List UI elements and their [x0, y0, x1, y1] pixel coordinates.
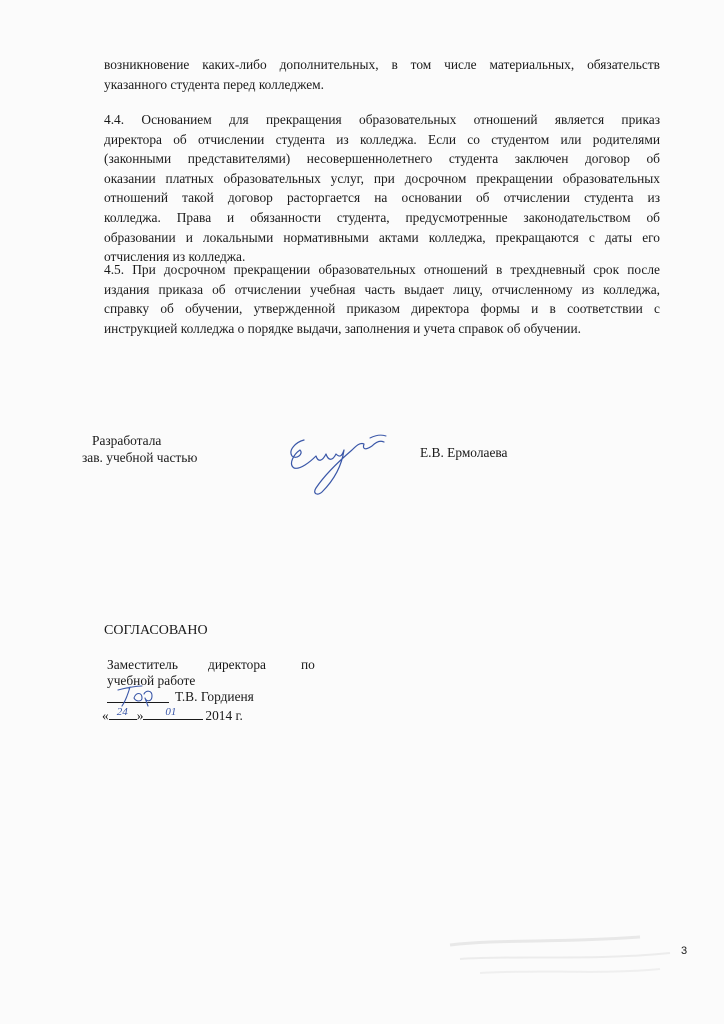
date-day-handwritten: 24 [116, 706, 128, 718]
text-line: отношений такой договор расторгается на основании об отчислении студента из [104, 190, 660, 206]
text-line: возникновение каких-либо дополнительных, в том числе материальных, обязательств [104, 57, 660, 72]
date-year: 2014 г. [205, 708, 243, 723]
text-line: образовании и локальными нормативными актами колледжа, прекращаются с даты его [104, 229, 660, 245]
developed-by-position: зав. учебной частью [82, 450, 198, 465]
developer-signature-image [282, 428, 402, 498]
approval-position-word-1: Заместитель [107, 657, 178, 672]
text-line: инструкцией колледжа о порядке выдачи, заполнения и учета справок об обучении. [104, 320, 581, 336]
approval-position-line-2: учебной работе [107, 673, 196, 688]
text-line: директора об отчислении студента из колледжа. Если со студентом или родителями [104, 131, 660, 147]
date-day-field [109, 706, 137, 720]
developed-by-label: Разработала [92, 433, 162, 448]
text-line: (законными представителями) несовершеннолетнего студента заключен договор об [104, 151, 660, 167]
approval-heading: СОГЛАСОВАНО [104, 623, 208, 638]
text-line: отчисления из колледжа. [104, 249, 246, 265]
date-open-quote: « [102, 708, 109, 723]
paragraph-4-5 [104, 260, 660, 338]
date-month-handwritten: 01 [165, 706, 177, 718]
paragraph-continuation [104, 55, 660, 94]
text-line: оказании платных образовательных услуг, при досрочном прекращении образовательных [104, 170, 660, 186]
text-line: 4.5. При досрочном прекращении образовательных отношений в трехдневный срок после [104, 262, 660, 277]
text-line: справку об обучении, утвержденной приказом директора формы и в соответствии с [104, 301, 660, 317]
text-line: указанного студента перед колледжем. [104, 76, 324, 92]
approval-position-word-3: по [301, 657, 315, 672]
text-line: 4.4. Основанием для прекращения образовательных отношений является приказ [104, 112, 660, 127]
developer-name: Е.В. Ермолаева [420, 445, 508, 460]
scan-artifact [440, 925, 680, 985]
approval-date [102, 706, 243, 724]
text-line: колледжа. Права и обязанности студента, предусмотренные законодательством об [104, 209, 660, 225]
text-line: издания приказа об отчислении учебная часть выдает лицу, отчисленному из колледжа, [104, 281, 660, 297]
approval-signer-name: Т.В. Гордиеня [175, 689, 254, 704]
page-number: 3 [681, 945, 688, 957]
paragraph-4-4 [104, 110, 660, 267]
date-close-quote: » [136, 708, 144, 723]
date-month-field [143, 706, 203, 720]
approval-position-word-2: директора [208, 657, 266, 672]
